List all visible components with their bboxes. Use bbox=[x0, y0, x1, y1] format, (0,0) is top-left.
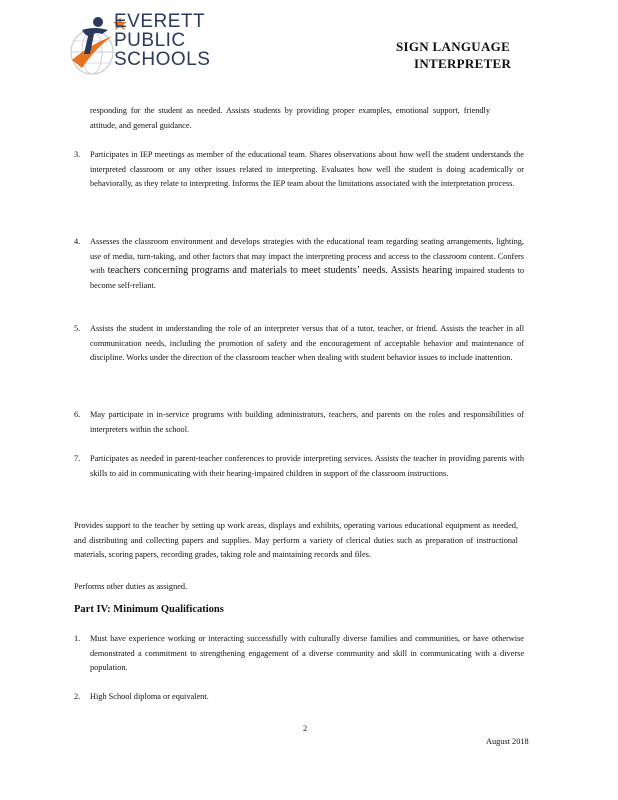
item-number: 1. bbox=[74, 634, 81, 643]
item-number: 7. bbox=[74, 454, 81, 463]
perform-paragraph: Performs other duties as assigned. bbox=[74, 582, 188, 591]
footer-date: August 2018 bbox=[486, 737, 529, 746]
item-number: 2. bbox=[74, 692, 81, 701]
page-number: 2 bbox=[303, 724, 308, 733]
section-heading: Part IV: Minimum Qualifications bbox=[74, 604, 224, 615]
item-text: Must have experience working or interacting successfully with culturally diverse families and communities, or have otherwise demonstrated a commitment to strengthening engagement of a diverse community and skill in communicating with a diverse population. bbox=[90, 634, 524, 673]
item-text bbox=[90, 235, 524, 293]
provides-paragraph: Provides support to the teacher by setting up work areas, displays and exhibits, operating various educational equipment as needed, and distributing and collecting papers and supplies. May perform a variety of clerical duties such as preparation of instructional materials, scoring papers, recording grades, taking role and maintaining records and files. bbox=[74, 521, 518, 560]
list-item bbox=[74, 408, 524, 437]
item-text: Participates in IEP meetings as member of the educational team. Shares observations about how well the student understands the interpreted classroom or any other issues related to interpreting. Evaluates how well the student is doing academically or behaviorally, as they relate to interpreting. Informs the IEP team about the limitations associated with the interpretation process. bbox=[90, 150, 524, 189]
item-text-part-a: Assesses the classroom environment and develops strategies with the educational team regarding seating arrangements, lighting, use of media, turn-taking, and other factors that may impact the interpreting process and access to the classroom content. Confers with bbox=[90, 237, 524, 276]
logo-wordmark bbox=[114, 12, 210, 69]
continuation-paragraph: responding for the student as needed. Assists students by providing proper examples, emotional support, friendly attitude, and general guidance. bbox=[90, 106, 490, 130]
list-item bbox=[74, 148, 524, 192]
list-item bbox=[74, 690, 524, 705]
title-line-1: SIGN LANGUAGE bbox=[396, 39, 511, 54]
item-text: Assists the student in understanding the role of an interpreter versus that of a tutor, teacher, or friend. Assists the teacher in all communication needs, including the promotion of safety and the encouragement of acceptable behavior and maintenance of discipline. Works under the direction of the classroom teacher when dealing with student behavior issues to include inattention. bbox=[90, 324, 524, 363]
list-item bbox=[74, 632, 524, 676]
item-text: Participates as needed in parent-teacher conferences to provide interpreting services. Assists the teacher in providing parents with skills to aid in communicating with their hearing-impaired children in support of the classroom instructions. bbox=[90, 454, 524, 478]
item-number: 6. bbox=[74, 410, 81, 419]
item-text-part-c: impaired students to become self-reliant. bbox=[90, 266, 524, 290]
item-number: 4. bbox=[74, 237, 81, 246]
logo-line-2: PUBLIC bbox=[114, 30, 186, 51]
logo-line-1: EVERETT bbox=[114, 11, 206, 32]
item-text: May participate in in-service programs with building administrators, teachers, and parents on the roles and responsibilities of interpreters within the school. bbox=[90, 410, 524, 434]
document-title bbox=[396, 38, 511, 72]
list-item bbox=[74, 452, 524, 481]
list-item bbox=[74, 322, 524, 366]
item-text-part-b: teachers concerning programs and materials to meet students’ needs. Assists hearing bbox=[107, 265, 453, 277]
list-item bbox=[74, 235, 524, 293]
item-text: High School diploma or equivalent. bbox=[90, 692, 209, 701]
item-number: 5. bbox=[74, 324, 81, 333]
logo-line-3: SCHOOLS bbox=[114, 49, 211, 70]
title-line-2: INTERPRETER bbox=[414, 56, 512, 71]
item-number: 3. bbox=[74, 150, 81, 159]
